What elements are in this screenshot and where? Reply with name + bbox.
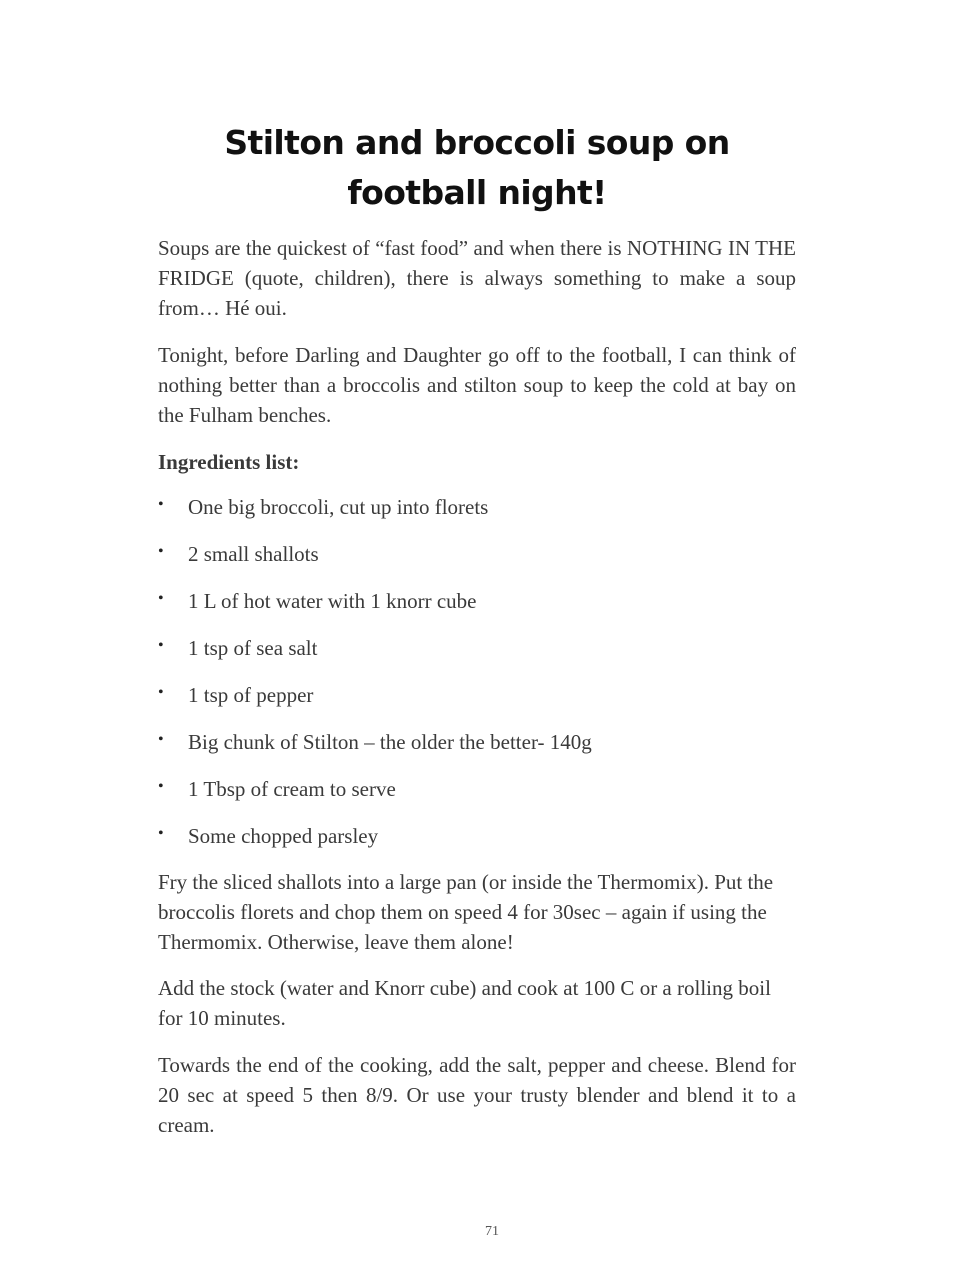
list-item-text: Some chopped parsley (188, 824, 379, 848)
ingredients-heading: Ingredients list: (158, 450, 300, 474)
intro-paragraph-1: Soups are the quickest of “fast food” and when there is NOTHING IN THE FRIDGE (quote, children), there is always something to make a soup from… Hé oui. (158, 236, 796, 320)
list-item-text: 1 L of hot water with 1 knorr cube (188, 589, 477, 613)
list-item (158, 539, 796, 586)
bullet-icon: • (158, 637, 164, 654)
page-number: 71 (485, 1224, 499, 1239)
method-paragraph-3: Towards the end of the cooking, add the salt, pepper and cheese. Blend for 20 sec at speed 5 then 8/9. Or use your trusty blender and blend it to a cream. (158, 1053, 796, 1137)
list-item-text: 1 Tbsp of cream to serve (188, 777, 396, 801)
list-item-text: 1 tsp of sea salt (188, 636, 318, 660)
bullet-icon: • (158, 543, 164, 560)
list-item (158, 492, 796, 539)
list-item (158, 680, 796, 727)
bullet-icon: • (158, 590, 164, 607)
list-item (158, 774, 796, 821)
list-item (158, 727, 796, 774)
bullet-icon: • (158, 496, 164, 513)
method-paragraph-1: Fry the sliced shallots into a large pan (or inside the Thermomix). Put the broccolis florets and chop them on speed 4 for 30sec – again if using the Thermomix. Otherwise, leave them alone! (158, 870, 774, 954)
list-item-text: 2 small shallots (188, 542, 319, 566)
list-item-text: One big broccoli, cut up into florets (188, 495, 489, 519)
page-title: Stilton and broccoli soup on football night! (224, 123, 730, 212)
bullet-icon: • (158, 778, 164, 795)
bullet-icon: • (158, 731, 164, 748)
method-paragraph-2: Add the stock (water and Knorr cube) and cook at 100 C or a rolling boil for 10 minutes. (158, 976, 771, 1030)
ingredients-list (158, 492, 796, 868)
intro-paragraph-2: Tonight, before Darling and Daughter go off to the football, I can think of nothing better than a broccolis and stilton soup to keep the cold at bay on the Fulham benches. (158, 343, 796, 427)
bullet-icon: • (158, 825, 164, 842)
list-item (158, 633, 796, 680)
list-item (158, 586, 796, 633)
list-item-text: Big chunk of Stilton – the older the better- 140g (188, 730, 592, 754)
list-item-text: 1 tsp of pepper (188, 683, 314, 707)
list-item (158, 821, 796, 868)
bullet-icon: • (158, 684, 164, 701)
